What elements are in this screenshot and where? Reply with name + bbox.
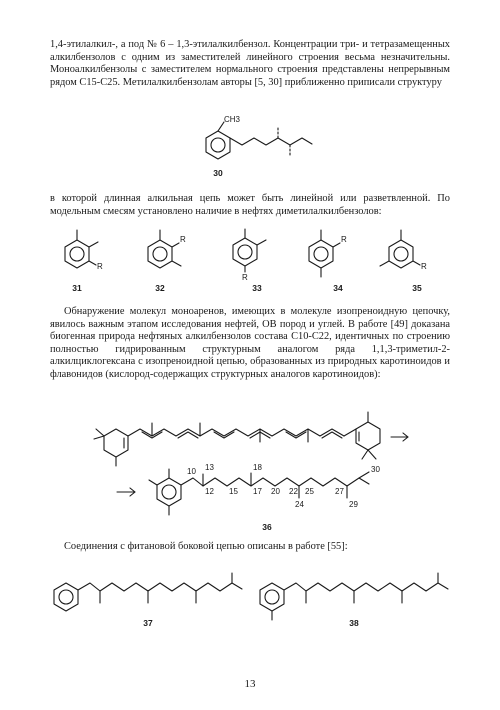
page-number: 13 — [244, 678, 256, 690]
compound-number-34: 34 — [333, 283, 343, 293]
methyl-label: CH3 — [224, 115, 241, 124]
compound-number-36: 36 — [262, 522, 272, 532]
paragraph-2: в которой длинная алкильная цепь может быть линейной или разветвленной. По модельным смесям установлено наличие в нефтях диметилалкилбензолов: — [50, 193, 450, 217]
compound-number-33: 33 — [252, 283, 262, 293]
structure-31 — [65, 230, 103, 293]
carbon-24: 24 — [295, 500, 304, 509]
paragraph-4: Соединения с фитановой боковой цепью описаны в работе [55]: — [64, 541, 348, 552]
structure-38 — [258, 563, 458, 633]
carbon-12: 12 — [205, 487, 214, 496]
carbon-17: 17 — [253, 487, 262, 496]
structure-37 — [52, 563, 252, 633]
r-group-33: R — [242, 273, 248, 282]
compound-number-35: 35 — [412, 283, 422, 293]
r-group-35: R — [421, 262, 427, 271]
paragraph-3: Обнаружение молекул моноаренов, имеющих в молекуле изопреноидную цепочку, явилось важным этапом исследования нефтей, ОВ пород и углей. В работе [49] доказана биогенная природа нефтяных алкилбензолов состава С10-С22, идентичных по строению полностью гидрированным структурным аналогом ряда 1,1,3-триметил-2-алкилциклогексана с изопреноидной цепью, образованных из природных каротиноидов и флавонидов (кислород-содержащих структурных аналогов каротиноидов): — [50, 306, 450, 380]
carbon-15: 15 — [229, 487, 238, 496]
carbon-13: 13 — [205, 463, 214, 472]
r-group-34: R — [341, 235, 347, 244]
carbon-30: 30 — [371, 465, 380, 474]
paragraph-1: 1,4-этилалкил-, а под № 6 – 1,3-этилалкилбензол. Концентрации три- и тетразамещенных алкилбензолов с одним из заместителей линейного строения весьма незначительны. Моноалкилбензолы с заместителем нормального строения представлены непрерывным рядом С15-С25. Метилалкилбензолам авторы [5, 30] приближенно приписали структуру — [50, 39, 450, 88]
compound-number-38: 38 — [349, 618, 359, 628]
r-group-32: R — [180, 235, 186, 244]
structure-36 — [107, 462, 427, 542]
carbon-10: 10 — [187, 467, 196, 476]
structure-34 — [309, 230, 347, 293]
compound-number-37: 37 — [143, 618, 153, 628]
carbon-22: 22 — [289, 487, 298, 496]
compound-number-32: 32 — [155, 283, 165, 293]
structure-30 — [196, 113, 336, 183]
carbon-18: 18 — [253, 463, 262, 472]
structure-35 — [380, 230, 427, 293]
structure-32 — [148, 230, 186, 293]
compound-number-30: 30 — [213, 168, 223, 178]
carbon-29: 29 — [349, 500, 358, 509]
structure-33 — [233, 229, 266, 293]
carbon-25: 25 — [305, 487, 314, 496]
compound-number-31: 31 — [72, 283, 82, 293]
carbon-20: 20 — [271, 487, 280, 496]
structures-31-35 — [45, 226, 455, 301]
r-group-31: R — [97, 262, 103, 271]
carbon-27: 27 — [335, 487, 344, 496]
